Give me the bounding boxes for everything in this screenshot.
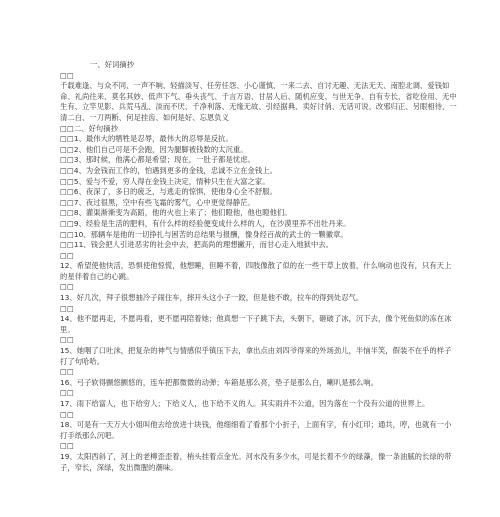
sentence-item: □□11、钱会把人引进恶劣的社会中去，把高尚的理想撇开，而甘心走入地狱中去。 xyxy=(60,240,334,250)
vocabulary-line: 千载难逢、与众不同、一声不响、轻描淡写、任劳任怨、小心谨慎、一来二去、自讨无趣、无法无天、南腔北调、爱钱如命、礼尚往来、莫名其妙、低声下气、垂头丧气、千言万语、甘居人后、随机应变、与世无争、自有专长、省吃俭用、无中生有、立竿见影、兵荒马乱、淡而不厌、千净利落、无缘无故、引经据典、卖好讨俏、无话可说、改邪归正、另眼相待、一清二白、一刀两断、何足挂齿、如何是好、忘恩负义 xyxy=(60,81,457,122)
sentence-item: □□9、经验是生活的肥料，有什么样的经验便变成什么样的人，在沙漠里养不出牡丹来。 xyxy=(60,218,351,228)
sentence-entry: 14、他不愿再走，不愿再看，更不愿再陪着她；他真想一下子跳下去，头朝下，砸破了冰，沉下去，像个死鱼似的冻在冰里。 xyxy=(60,314,452,334)
sentence-item: □□4、为金钱而工作的，怕遇到更多的金钱，忠诚不立在金钱上。 xyxy=(60,165,277,175)
paragraph-marker: □□ xyxy=(60,282,74,292)
section-heading-sentences: □□二、好句摘抄 xyxy=(60,123,118,133)
sentence-item: □□1、最伟大的牺牲是忍辱，最伟大的忍辱是反抗。 xyxy=(60,134,233,144)
sentence-entry: 12、希望使他快活，恐惧使他惊慌，他想睡，但睡不着，四肢像散了似的在一些干草上放着，什么响动也没有，只有天上的星伴着自己的心跳。 xyxy=(60,261,452,281)
document-body xyxy=(60,60,458,473)
sentence-entry: 16、弓子软得颤悠颤悠的，连车把都微微的动弹；车箱是那么亮，垫子是那么白，喇叭是那么响。 xyxy=(60,377,378,387)
sentence-entry: 18、可是有一天万大小姐叫他去给放进十块钱，他细细看了看那个小折子，上面有字，有小红印；通共，哼，也就有一小打手纸那么沉吧。 xyxy=(60,420,452,440)
sentence-item: □□2、他们自己可是不会跑，因为腿脚被钱数的太沉重。 xyxy=(60,144,248,154)
paragraph-marker: □□ xyxy=(60,70,74,80)
sentence-item: □□6、夜深了，多日的疲乏，与逃走的惊惧，使他身心全不舒服。 xyxy=(60,187,277,197)
paragraph-marker: □□ xyxy=(60,303,74,313)
sentence-entry: 17、雨下给富人，也下给穷人；下给义人，也下给不义的人。其实雨并不公道，因为落在一个没有公道的世界上。 xyxy=(60,399,430,408)
sentence-item: □□8、灌渠渐渐变为高蹈，他的火也上来了；他们瞪他，他也瞪他们。 xyxy=(60,208,292,218)
sentence-entry: 19、太阳西斜了，河上的老柳歪歪着，梢头挂着点金光。河水没有多少水，可是长着不少的绿藻，像一条油腻的长绿的带子，窄长，深绿，发出微腥的潮味。 xyxy=(60,451,452,472)
paragraph-marker: □□ xyxy=(60,250,74,260)
paragraph-marker: □□ xyxy=(60,367,74,377)
section-sentences xyxy=(60,124,458,251)
paragraph-marker: □□ xyxy=(60,409,74,419)
sentence-entry: 13、好几次，拜子很想抽冷子闹住车，摔开头这小子一跤，但是他不敢，拉车的得到处忍气。 xyxy=(60,293,364,303)
sentence-entries xyxy=(60,251,458,473)
sentence-item: □□10、那辆车是他的一切挣扎与困苦的总结果与报酬，像身经百战的武士的一颗徽章。 xyxy=(60,229,348,239)
sentence-item: □□3、那时候，他满心都是希望；现在，一肚子都是忧虑。 xyxy=(60,155,255,165)
paragraph-marker: □□ xyxy=(60,388,74,398)
vocabulary-paragraph xyxy=(60,81,458,123)
sentence-entry: 15、她咽了口吐沫，把复杂的神气与情感似乎镇压下去，拿出点由刘四爷得来的外场劲儿，半恼半笑，假装不在乎的样子打了句哈哈。 xyxy=(60,346,452,366)
paragraph-marker: □□ xyxy=(60,335,74,345)
sentence-item: □□7、夜过很黑，空中有些飞霜的雾气，心中更觉得静茫。 xyxy=(60,197,255,207)
sentence-item: □□5、爱与不爱，穷人得在金钱上决定，情种只生在大富之家。 xyxy=(60,176,270,186)
paragraph-marker: □□ xyxy=(60,441,74,451)
section-heading-vocabulary: 一、好词摘抄 xyxy=(90,60,135,69)
